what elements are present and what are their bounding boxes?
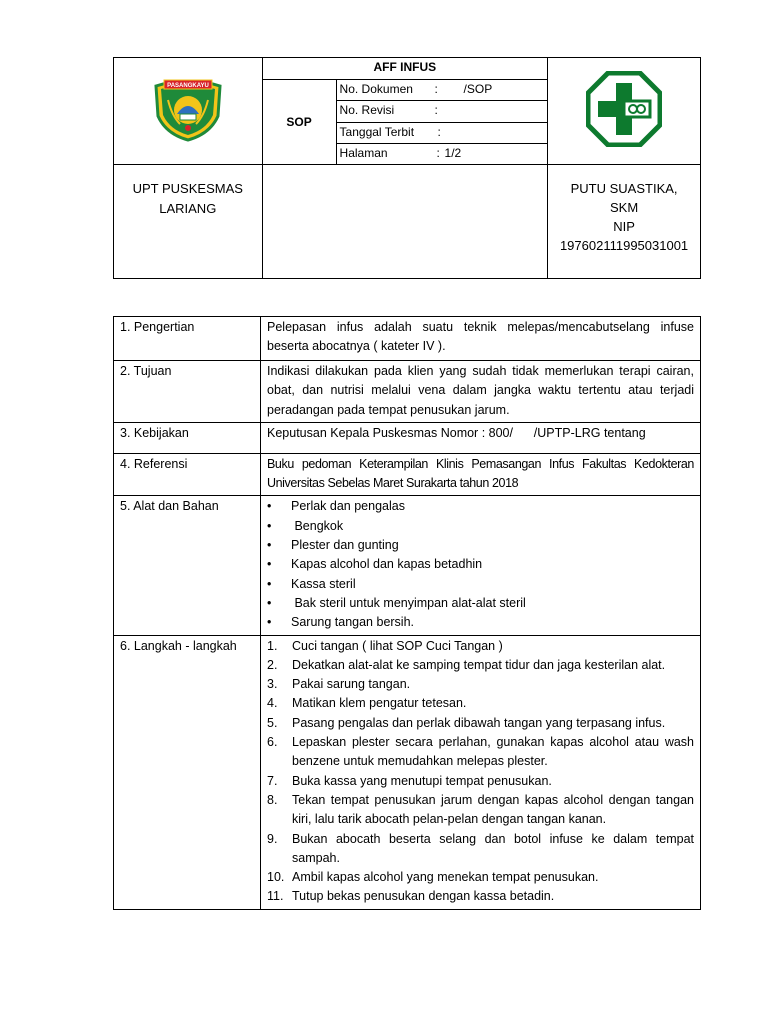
field-value: 1/2	[444, 145, 462, 160]
field-colon: :	[436, 145, 440, 160]
step-text: Cuci tangan ( lihat SOP Cuci Tangan )	[292, 638, 503, 653]
sop-label: SOP	[263, 80, 337, 164]
field-label: No. Dokumen	[339, 82, 413, 96]
step-number: 4.	[267, 696, 278, 711]
row-langkah	[114, 635, 701, 909]
list-item	[267, 594, 694, 613]
section-label: 6. Langkah - langkah	[114, 635, 261, 909]
step-number: 6.	[267, 735, 278, 750]
signatory-name: PUTU SUASTIKA,	[570, 181, 678, 196]
list-item	[267, 733, 694, 772]
step-text: Tekan tempat penusukan jarum dengan kapas alcohol dengan tangan kiri, lalu tarik abocath pelan-pelan dengan tangan kanan.	[292, 792, 694, 827]
step-text: Matikan klem pengatur tetesan.	[292, 696, 467, 711]
list-item	[267, 656, 694, 675]
row-alat-bahan	[114, 496, 701, 635]
field-no-dokumen	[337, 80, 548, 101]
list-item	[267, 791, 694, 830]
step-text: Bukan abocath beserta selang dan botol infuse ke dalam tempat sampah.	[292, 831, 694, 865]
bullet: •	[267, 557, 272, 572]
step-number: 7.	[267, 773, 278, 788]
organization-cell	[114, 165, 263, 279]
list-item	[267, 714, 694, 733]
row-kebijakan	[114, 422, 701, 453]
org-name: UPT PUSKESMAS	[132, 181, 243, 196]
blank-cell	[262, 165, 548, 279]
step-text: Ambil kapas alcohol yang menekan tempat penusukan.	[292, 870, 599, 885]
list-item	[267, 637, 694, 656]
field-colon: :	[437, 124, 441, 139]
step-number: 2.	[267, 657, 278, 672]
sop-fields	[337, 80, 548, 164]
right-logo-cell	[548, 58, 701, 165]
step-text: Tutup bekas penusukan dengan kassa betadin.	[292, 889, 555, 904]
field-halaman	[337, 144, 548, 164]
row-tujuan	[114, 361, 701, 423]
row-referensi	[114, 453, 701, 496]
list-item	[267, 497, 694, 516]
list-item	[267, 830, 694, 869]
bullet: •	[267, 538, 272, 553]
field-value: /SOP	[463, 82, 493, 96]
signatory-nip: 197602111995031001	[559, 238, 689, 253]
item-text: Bak steril untuk menyimpan alat-alat steril	[291, 595, 526, 610]
list-item	[267, 555, 694, 574]
section-text: Pelepasan infus adalah suatu teknik melepas/mencabutselang infuse beserta abocatnya ( kateter IV ).	[261, 317, 701, 361]
section-list	[261, 496, 701, 635]
regency-crest-icon	[150, 76, 226, 142]
step-text: Pakai sarung tangan.	[292, 677, 411, 692]
step-text: Pasang pengalas dan perlak dibawah tangan yang terpasang infus.	[292, 715, 666, 730]
signatory-cell	[548, 165, 701, 279]
step-number: 8.	[267, 792, 278, 807]
section-text: Buku pedoman Keterampilan Klinis Pemasangan Infus Fakultas Kedokteran Universitas Sebelas Maret Surakarta tahun 2018	[261, 453, 701, 496]
field-label: Tanggal Terbit	[339, 124, 415, 139]
step-text: Dekatkan alat-alat ke samping tempat tidur dan jaga kesterilan alat.	[292, 657, 666, 672]
section-text: Indikasi dilakukan pada klien yang sudah tidak memerlukan terapi cairan, obat, dan nutrisi melalui vena dalam jangka waktu tertentu atau terjadi peradangan pada tempat penusukan jarum.	[261, 361, 701, 423]
step-text: Lepaskan plester secara perlahan, gunakan kapas alcohol atau wash benzene untuk memudahkan melepas plester.	[292, 735, 694, 769]
step-number: 3.	[267, 677, 278, 692]
step-number: 1.	[267, 638, 278, 653]
list-item	[267, 887, 694, 906]
item-text: Bengkok	[291, 518, 344, 533]
header-table	[113, 57, 701, 279]
field-colon: :	[434, 103, 438, 118]
list-item	[267, 575, 694, 594]
item-text: Kassa steril	[291, 576, 356, 591]
procedure-steps	[267, 637, 694, 907]
list-item	[267, 868, 694, 887]
health-cross-icon	[586, 71, 662, 147]
document-title: AFF INFUS	[263, 58, 548, 80]
list-item	[267, 536, 694, 555]
section-text: Keputusan Kepala Puskesmas Nomor : 800/ /UPTP-LRG tentang	[261, 422, 701, 453]
signatory-title: SKM	[609, 200, 639, 215]
title-block	[262, 58, 548, 165]
bullet: •	[267, 595, 272, 610]
list-item	[267, 772, 694, 791]
section-list	[261, 635, 701, 909]
field-tanggal-terbit	[337, 123, 548, 144]
field-label: No. Revisi	[339, 103, 395, 118]
step-text: Buka kassa yang menutupi tempat penusukan.	[292, 773, 552, 788]
org-location: LARIANG	[159, 201, 217, 216]
bullet: •	[267, 518, 272, 533]
signatory-nip-label: NIP	[613, 219, 635, 234]
item-text: Perlak dan pengalas	[291, 499, 405, 514]
bullet: •	[267, 576, 272, 591]
field-colon: :	[434, 82, 438, 96]
section-label: 3. Kebijakan	[114, 422, 261, 453]
list-item	[267, 675, 694, 694]
list-item	[267, 613, 694, 632]
section-label: 2. Tujuan	[114, 361, 261, 423]
field-label: Halaman	[339, 145, 388, 160]
list-item	[267, 517, 694, 536]
bullet: •	[267, 615, 272, 630]
left-logo-cell	[114, 58, 263, 165]
section-label: 4. Referensi	[114, 453, 261, 496]
item-text: Sarung tangan bersih.	[291, 615, 415, 630]
section-label: 1. Pengertian	[114, 317, 261, 361]
step-number: 10.	[267, 870, 285, 885]
equipment-list	[267, 497, 694, 632]
section-label: 5. Alat dan Bahan	[114, 496, 261, 635]
list-item	[267, 694, 694, 713]
step-number: 11.	[267, 889, 284, 904]
step-number: 9.	[267, 831, 278, 846]
step-number: 5.	[267, 715, 278, 730]
crest-banner-text: PASANGKAYU	[166, 82, 209, 89]
sop-content-table	[113, 316, 701, 910]
row-pengertian	[114, 317, 701, 361]
item-text: Plester dan gunting	[291, 538, 399, 553]
field-no-revisi	[337, 101, 548, 122]
item-text: Kapas alcohol dan kapas betadhin	[291, 557, 483, 572]
bullet: •	[267, 499, 272, 514]
